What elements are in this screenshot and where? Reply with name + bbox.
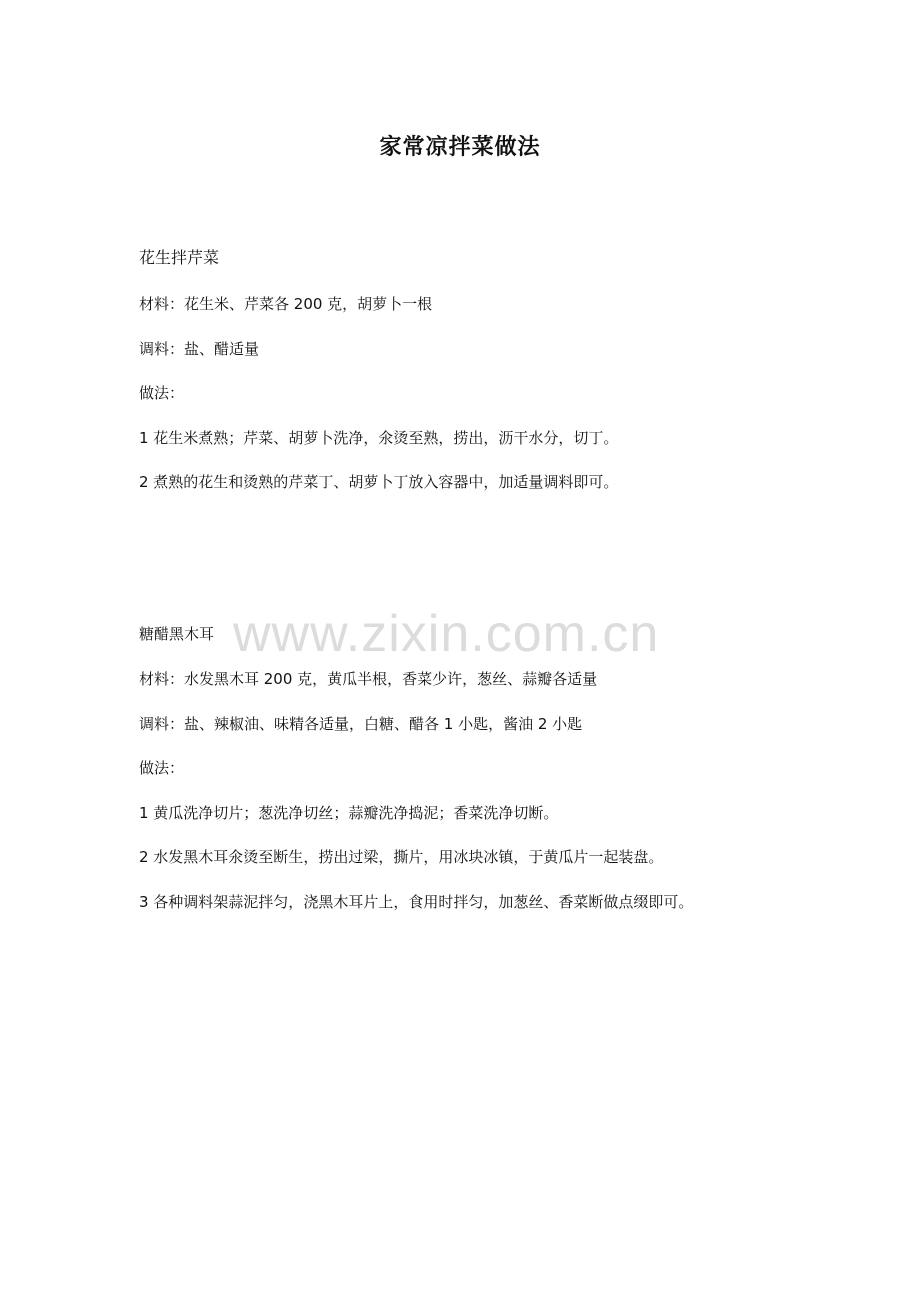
recipe-2-ingredients: 材料：水发黑木耳 200 克，黄瓜半根，香菜少许，葱丝、蒜瓣各适量 [139,670,598,688]
recipe-1-step-2: 2 煮熟的花生和烫熟的芹菜丁、胡萝卜丁放入容器中，加适量调料即可。 [139,473,619,491]
document-title: 家常凉拌菜做法 [379,135,541,160]
recipe-2-title: 糖醋黑木耳 [139,625,215,643]
recipe-1-ingredients: 材料：花生米、芹菜各 200 克，胡萝卜一根 [139,295,433,313]
recipe-1-method-label: 做法： [139,384,185,402]
recipe-2-step-2: 2 水发黑木耳氽烫至断生，捞出过梁，撕片，用冰块冰镇，于黄瓜片一起装盘。 [139,848,664,866]
recipe-2-step-1: 1 黄瓜洗净切片；葱洗净切丝；蒜瓣洗净捣泥；香菜洗净切断。 [139,804,559,822]
recipe-2-step-3: 3 各种调料架蒜泥拌匀，浇黑木耳片上，食用时拌匀，加葱丝、香菜断做点缀即可。 [139,893,694,911]
recipe-2-seasoning: 调料：盐、辣椒油、味精各适量，白糖、醋各 1 小匙，酱油 2 小匙 [139,715,583,733]
recipe-2-method-label: 做法： [139,759,185,777]
recipe-1-title: 花生拌芹菜 [139,248,220,267]
watermark-text: www.zixin.com.cn [233,605,660,663]
recipe-1-step-1: 1 花生米煮熟；芹菜、胡萝卜洗净，氽烫至熟，捞出，沥干水分，切丁。 [139,429,619,447]
recipe-1-seasoning: 调料：盐、醋适量 [139,340,260,358]
